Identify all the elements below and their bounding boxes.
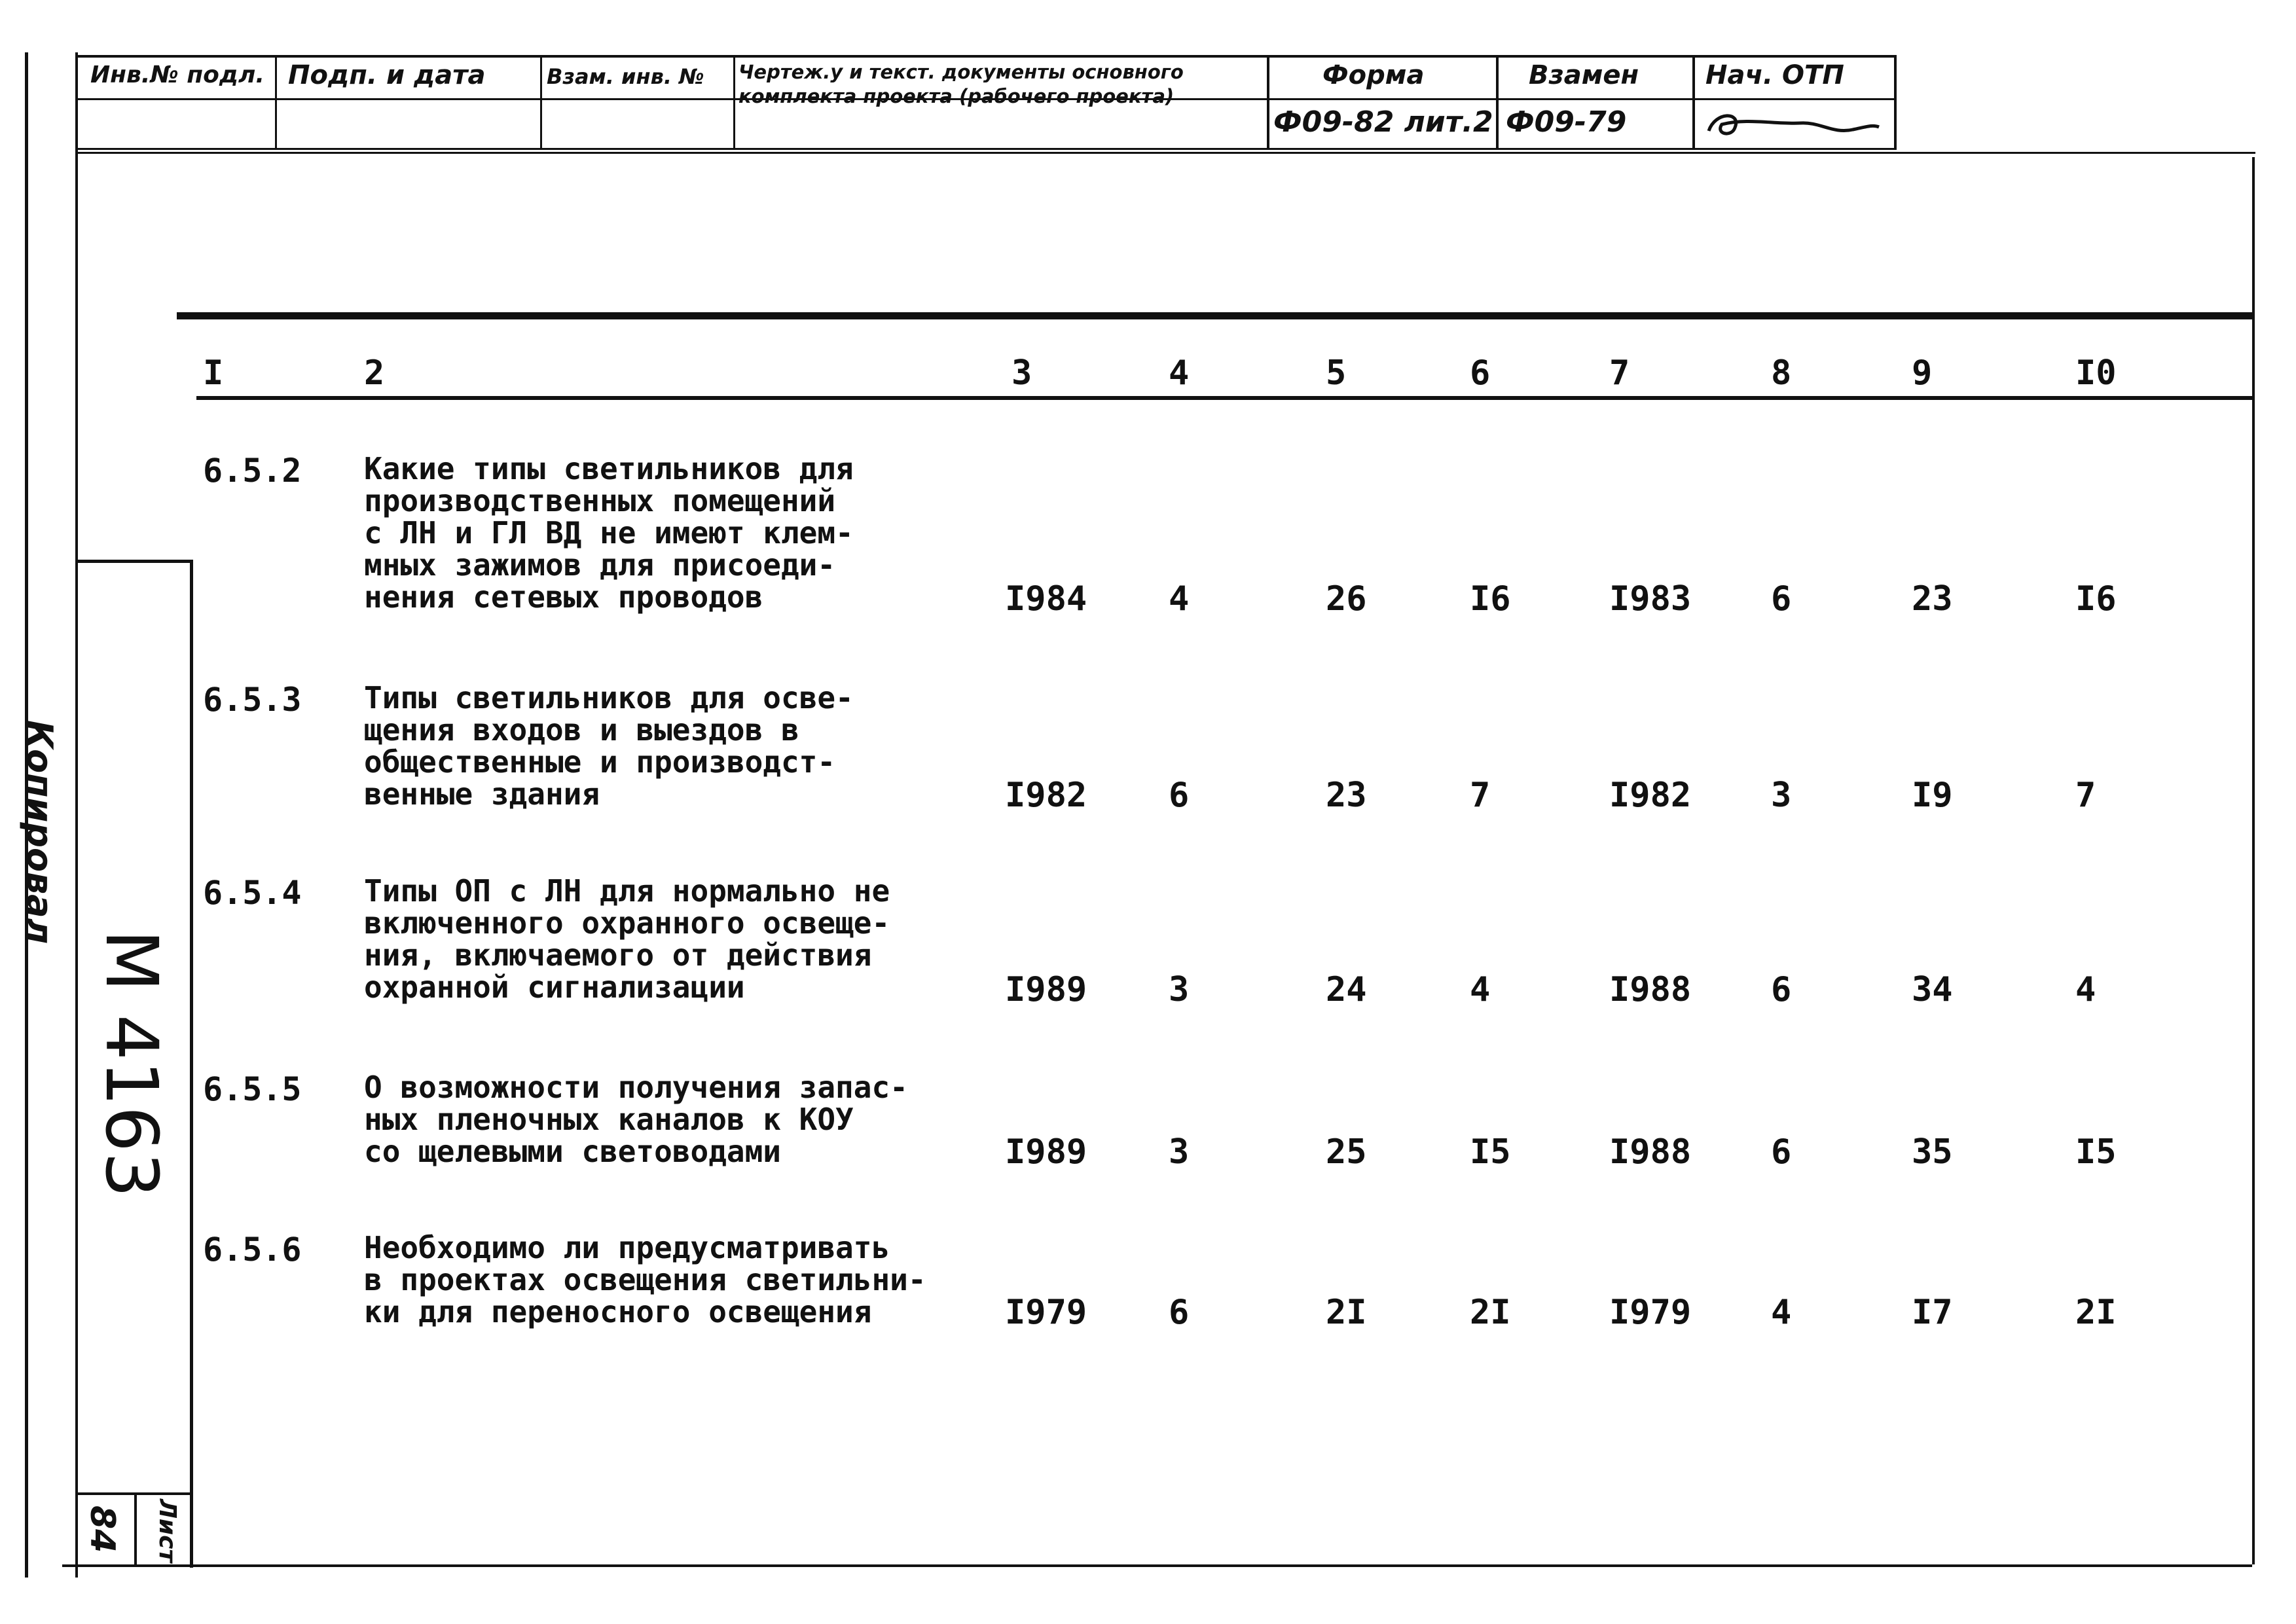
signature-icon [1702, 105, 1886, 144]
stamp-header-inv: Инв.№ подл. [90, 62, 265, 88]
row-value: 7 [1470, 776, 1491, 815]
table-top-rule [177, 312, 2252, 319]
row-value: I979 [1005, 1293, 1087, 1332]
frame-top [75, 152, 2255, 154]
row-value: 4 [1771, 1293, 1792, 1332]
stamp-replaced-value: Ф09-79 [1506, 105, 1627, 139]
row-value: 35 [1912, 1132, 1953, 1172]
row-value: 23 [1326, 776, 1367, 815]
column-number: 6 [1470, 353, 1491, 393]
side-copied-label: Копировал [19, 720, 60, 945]
row-value: I983 [1609, 579, 1692, 619]
row-value: 3 [1169, 1132, 1190, 1172]
row-value: 6 [1771, 579, 1792, 619]
frame-right [2252, 157, 2255, 1564]
column-number: 5 [1326, 353, 1347, 393]
column-number: 7 [1609, 353, 1630, 393]
side-sheet-label: Лист [154, 1499, 181, 1563]
column-number: 9 [1912, 353, 1933, 393]
side-code: М 4163 [90, 929, 173, 1198]
row-value: 26 [1326, 579, 1367, 619]
row-value: 7 [2075, 776, 2096, 815]
row-value: 4 [1169, 579, 1190, 619]
row-value: 34 [1912, 970, 1953, 1009]
column-number: 2 [364, 353, 385, 393]
row-description: Необходимо ли предусматривать в проектах освещения светильни- ки для переносного освещения [364, 1230, 926, 1329]
row-value: I5 [2075, 1132, 2117, 1172]
row-value: I9 [1912, 776, 1953, 815]
column-number: I0 [2075, 353, 2117, 393]
row-value: I982 [1005, 776, 1087, 815]
row-value: I6 [2075, 579, 2117, 619]
row-description: Какие типы светильников для производственных помещений с ЛН и ГЛ ВД не имеют клем- мных зажимов для присоеди- нения сетевых проводов [364, 451, 854, 615]
row-number: 6.5.3 [203, 681, 302, 719]
stamp-header-sign-date: Подп. и дата [288, 60, 486, 90]
row-value: 4 [2075, 970, 2096, 1009]
row-description: О возможности получения запас- ных пленочных каналов к КОУ со щелевыми световодами [364, 1070, 908, 1169]
row-value: 4 [1470, 970, 1491, 1009]
row-value: 6 [1771, 1132, 1792, 1172]
stamp-header-replaced: Взамен [1529, 60, 1639, 90]
table-header-rule [196, 396, 2252, 400]
column-number: I [203, 353, 224, 393]
row-value: I989 [1005, 970, 1087, 1009]
frame-bottom [62, 1564, 2252, 1567]
row-value: 2I [1470, 1293, 1511, 1332]
row-value: 3 [1169, 970, 1190, 1009]
row-value: I5 [1470, 1132, 1511, 1172]
row-number: 6.5.6 [203, 1231, 302, 1269]
row-value: 25 [1326, 1132, 1367, 1172]
row-number: 6.5.5 [203, 1070, 302, 1108]
row-description: Типы светильников для осве- щения входов и выездов в общественные и производст- венные здания [364, 680, 854, 812]
row-description: Типы ОП с ЛН для нормально не включенного охранного освеще- ния, включаемого от действия охранной сигнализации [364, 873, 890, 1005]
column-number: 8 [1771, 353, 1792, 393]
row-value: 2I [1326, 1293, 1367, 1332]
column-number: 3 [1011, 353, 1032, 393]
row-value: I988 [1609, 1132, 1692, 1172]
row-value: 2I [2075, 1293, 2117, 1332]
row-value: 23 [1912, 579, 1953, 619]
stamp-header-form: Форма [1322, 60, 1425, 90]
side-sheet-number: 84 [82, 1506, 122, 1553]
stamp-form-value: Ф09-82 лит.2 [1273, 105, 1493, 139]
stamp-header-replace-inv: Взам. инв. № [547, 64, 704, 89]
row-value: 3 [1771, 776, 1792, 815]
row-number: 6.5.2 [203, 452, 302, 490]
row-value: I979 [1609, 1293, 1692, 1332]
row-number: 6.5.4 [203, 874, 302, 912]
row-value: 6 [1169, 776, 1190, 815]
column-number: 4 [1169, 353, 1190, 393]
row-value: 6 [1771, 970, 1792, 1009]
row-value: 6 [1169, 1293, 1190, 1332]
stamp-header-head-otp: Нач. ОТП [1705, 60, 1844, 90]
row-value: I989 [1005, 1132, 1087, 1172]
row-value: 24 [1326, 970, 1367, 1009]
row-value: I982 [1609, 776, 1692, 815]
row-value: I988 [1609, 970, 1692, 1009]
row-value: I7 [1912, 1293, 1953, 1332]
row-value: I6 [1470, 579, 1511, 619]
frame-left-inner [75, 52, 78, 1578]
stamp-header-drawings: Чертеж.у и текст. документы основного комплекта проекта (рабочего проекта) [738, 61, 1184, 107]
row-value: I984 [1005, 579, 1087, 619]
